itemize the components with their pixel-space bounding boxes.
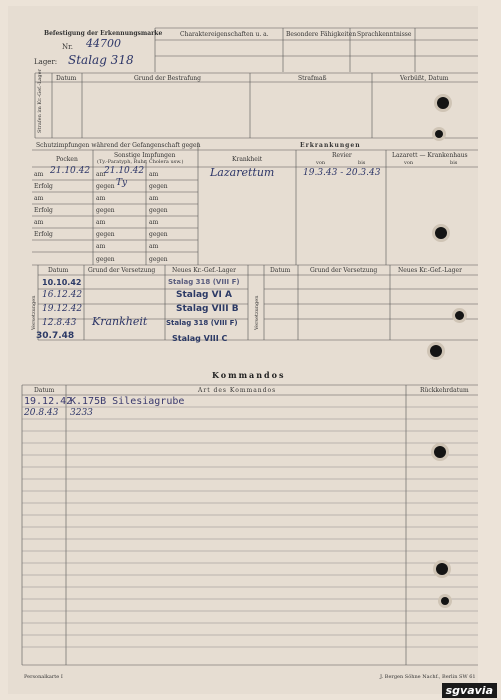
am-label-9: am [149, 219, 159, 226]
vers-row4-grund: Krankheit [92, 315, 148, 328]
punch-hole [435, 227, 447, 239]
gegen-label-8: gegen [149, 256, 168, 263]
am-label-1: am [34, 171, 44, 178]
lager-value: Stalag 318 [68, 53, 134, 67]
vers-right-col-grund: Grund der Versetzung [310, 267, 378, 274]
sprachkenntnisse-header: Sprachkenntnisse [357, 31, 412, 38]
am-label-7: am [34, 219, 44, 226]
vers-row5-datum: 30.7.48 [36, 331, 75, 341]
am-label-8: am [96, 219, 106, 226]
kommandos-title: Kommandos [212, 370, 286, 380]
punch-hole [430, 345, 442, 357]
erkrankung-krankheit: Lazarettum [210, 166, 275, 179]
lager-label: Lager: [34, 58, 58, 66]
watermark: sgvavia [442, 683, 497, 698]
kommando-row1-datum: 19.12.42 [24, 396, 73, 407]
vers-col-lager: Neues Kr.-Gef.-Lager [172, 267, 236, 274]
kommandos-col-art: Art des Kommandos [198, 387, 277, 394]
versetzungen-side-label-left: Versetzungen [31, 295, 37, 330]
krankheit-header: Krankheit [232, 156, 263, 163]
gegen-label-2: gegen [149, 183, 168, 190]
gegen-label-7: gegen [96, 256, 115, 263]
gegen-label-5: gegen [96, 231, 115, 238]
charakter-header: Charaktereigenschaften u. a. [180, 31, 269, 38]
vers-row2-lager: Stalag VI A [176, 290, 233, 300]
lazarett-von: von [404, 160, 414, 166]
faehigkeiten-header: Besondere Fähigkeiten [286, 31, 357, 38]
strafen-side-label: Strafen im Kr.-Gef.-Lager [37, 69, 43, 133]
punch-hole [435, 130, 443, 138]
strafen-col-verbuesst: Verbüßt, Datum [400, 75, 449, 82]
vers-right-col-lager: Neues Kr.-Gef.-Lager [398, 267, 462, 274]
punch-hole [434, 446, 446, 458]
erkrankungen-title: Erkrankungen [300, 142, 361, 149]
am-label-5: am [96, 195, 106, 202]
am-label-2: am [96, 171, 106, 178]
vers-row4-lager: Stalag 318 (VIII F) [166, 319, 238, 327]
pocken-date: 21.10.42 [50, 166, 91, 176]
punch-hole [441, 597, 449, 605]
am-label-3: am [149, 171, 159, 178]
vers-row1-lager: Stalag 318 (VIII F) [168, 278, 240, 286]
kommandos-col-rueckkehr: Rückkehrdatum [420, 387, 469, 394]
vers-row4-datum: 12.8.43 [42, 318, 77, 328]
erfolg-label-3: Erfolg [34, 231, 53, 238]
vers-col-grund: Grund der Versetzung [88, 267, 156, 274]
am-label-10: am [96, 243, 106, 250]
sonstige-date: 21.10.42 [104, 166, 145, 176]
vers-row2-datum: 16.12.42 [42, 290, 83, 300]
vers-row3-datum: 19.12.42 [42, 304, 83, 314]
kommando-row2-datum: 20.8.43 [24, 408, 59, 418]
revier-header: Revier [332, 152, 352, 159]
vers-row1-datum: 10.10.42 [42, 278, 82, 287]
vers-row3-lager: Stalag VIII B [176, 304, 239, 314]
erkrankung-dates: 19.3.43 - 20.3.43 [303, 168, 381, 178]
kommandos-col-datum: Datum [34, 387, 55, 394]
vers-right-col-datum: Datum [270, 267, 291, 274]
lazarett-bis: bis [450, 160, 458, 166]
pocken-header: Pocken [56, 156, 78, 163]
strafen-col-strafmass: Strafmaß [298, 75, 327, 82]
am-label-4: am [34, 195, 44, 202]
strafen-col-datum: Datum [56, 75, 77, 82]
sonstige-subheader: (Ty.-Paratyph, Ruhr, Cholera usw.) [97, 159, 184, 165]
punch-hole [436, 563, 448, 575]
strafen-col-grund: Grund der Bestrafung [134, 75, 201, 82]
sonstige-gegen: Ty [116, 178, 128, 188]
gegen-label-3: gegen [96, 207, 115, 214]
revier-bis: bis [358, 160, 366, 166]
footer-right: J. Bergen Söhne Nachf., Berlin SW 61 [380, 674, 476, 680]
erfolg-label-2: Erfolg [34, 207, 53, 214]
vers-col-datum: Datum [48, 267, 69, 274]
kommando-row1-art: K.175B Silesiagrube [70, 396, 185, 407]
versetzungen-side-label-right: Versetzungen [254, 295, 260, 330]
lazarett-header: Lazarett — Krankenhaus [392, 152, 468, 159]
kommando-row2-art: 3233 [70, 408, 93, 418]
gegen-label-6: gegen [149, 231, 168, 238]
footer-left: Personalkarte I [24, 674, 63, 680]
am-label-11: am [149, 243, 159, 250]
am-label-6: am [149, 195, 159, 202]
punch-hole [455, 311, 464, 320]
sonstige-header: Sonstige Impfungen [114, 152, 176, 159]
erfolg-label-1: Erfolg [34, 183, 53, 190]
gegen-label-4: gegen [149, 207, 168, 214]
impfungen-title: Schutzimpfungen während der Gefangenschaft gegen [36, 142, 201, 149]
vers-row5-lager: Stalag VIII C [172, 334, 228, 343]
gegen-label-1: gegen [96, 183, 115, 190]
nr-value: 44700 [86, 37, 121, 50]
revier-von: von [316, 160, 326, 166]
nr-label: Nr. [62, 43, 73, 51]
punch-hole [437, 97, 449, 109]
befestigung-label: Befestigung der Erkennungsmarke [44, 30, 163, 37]
